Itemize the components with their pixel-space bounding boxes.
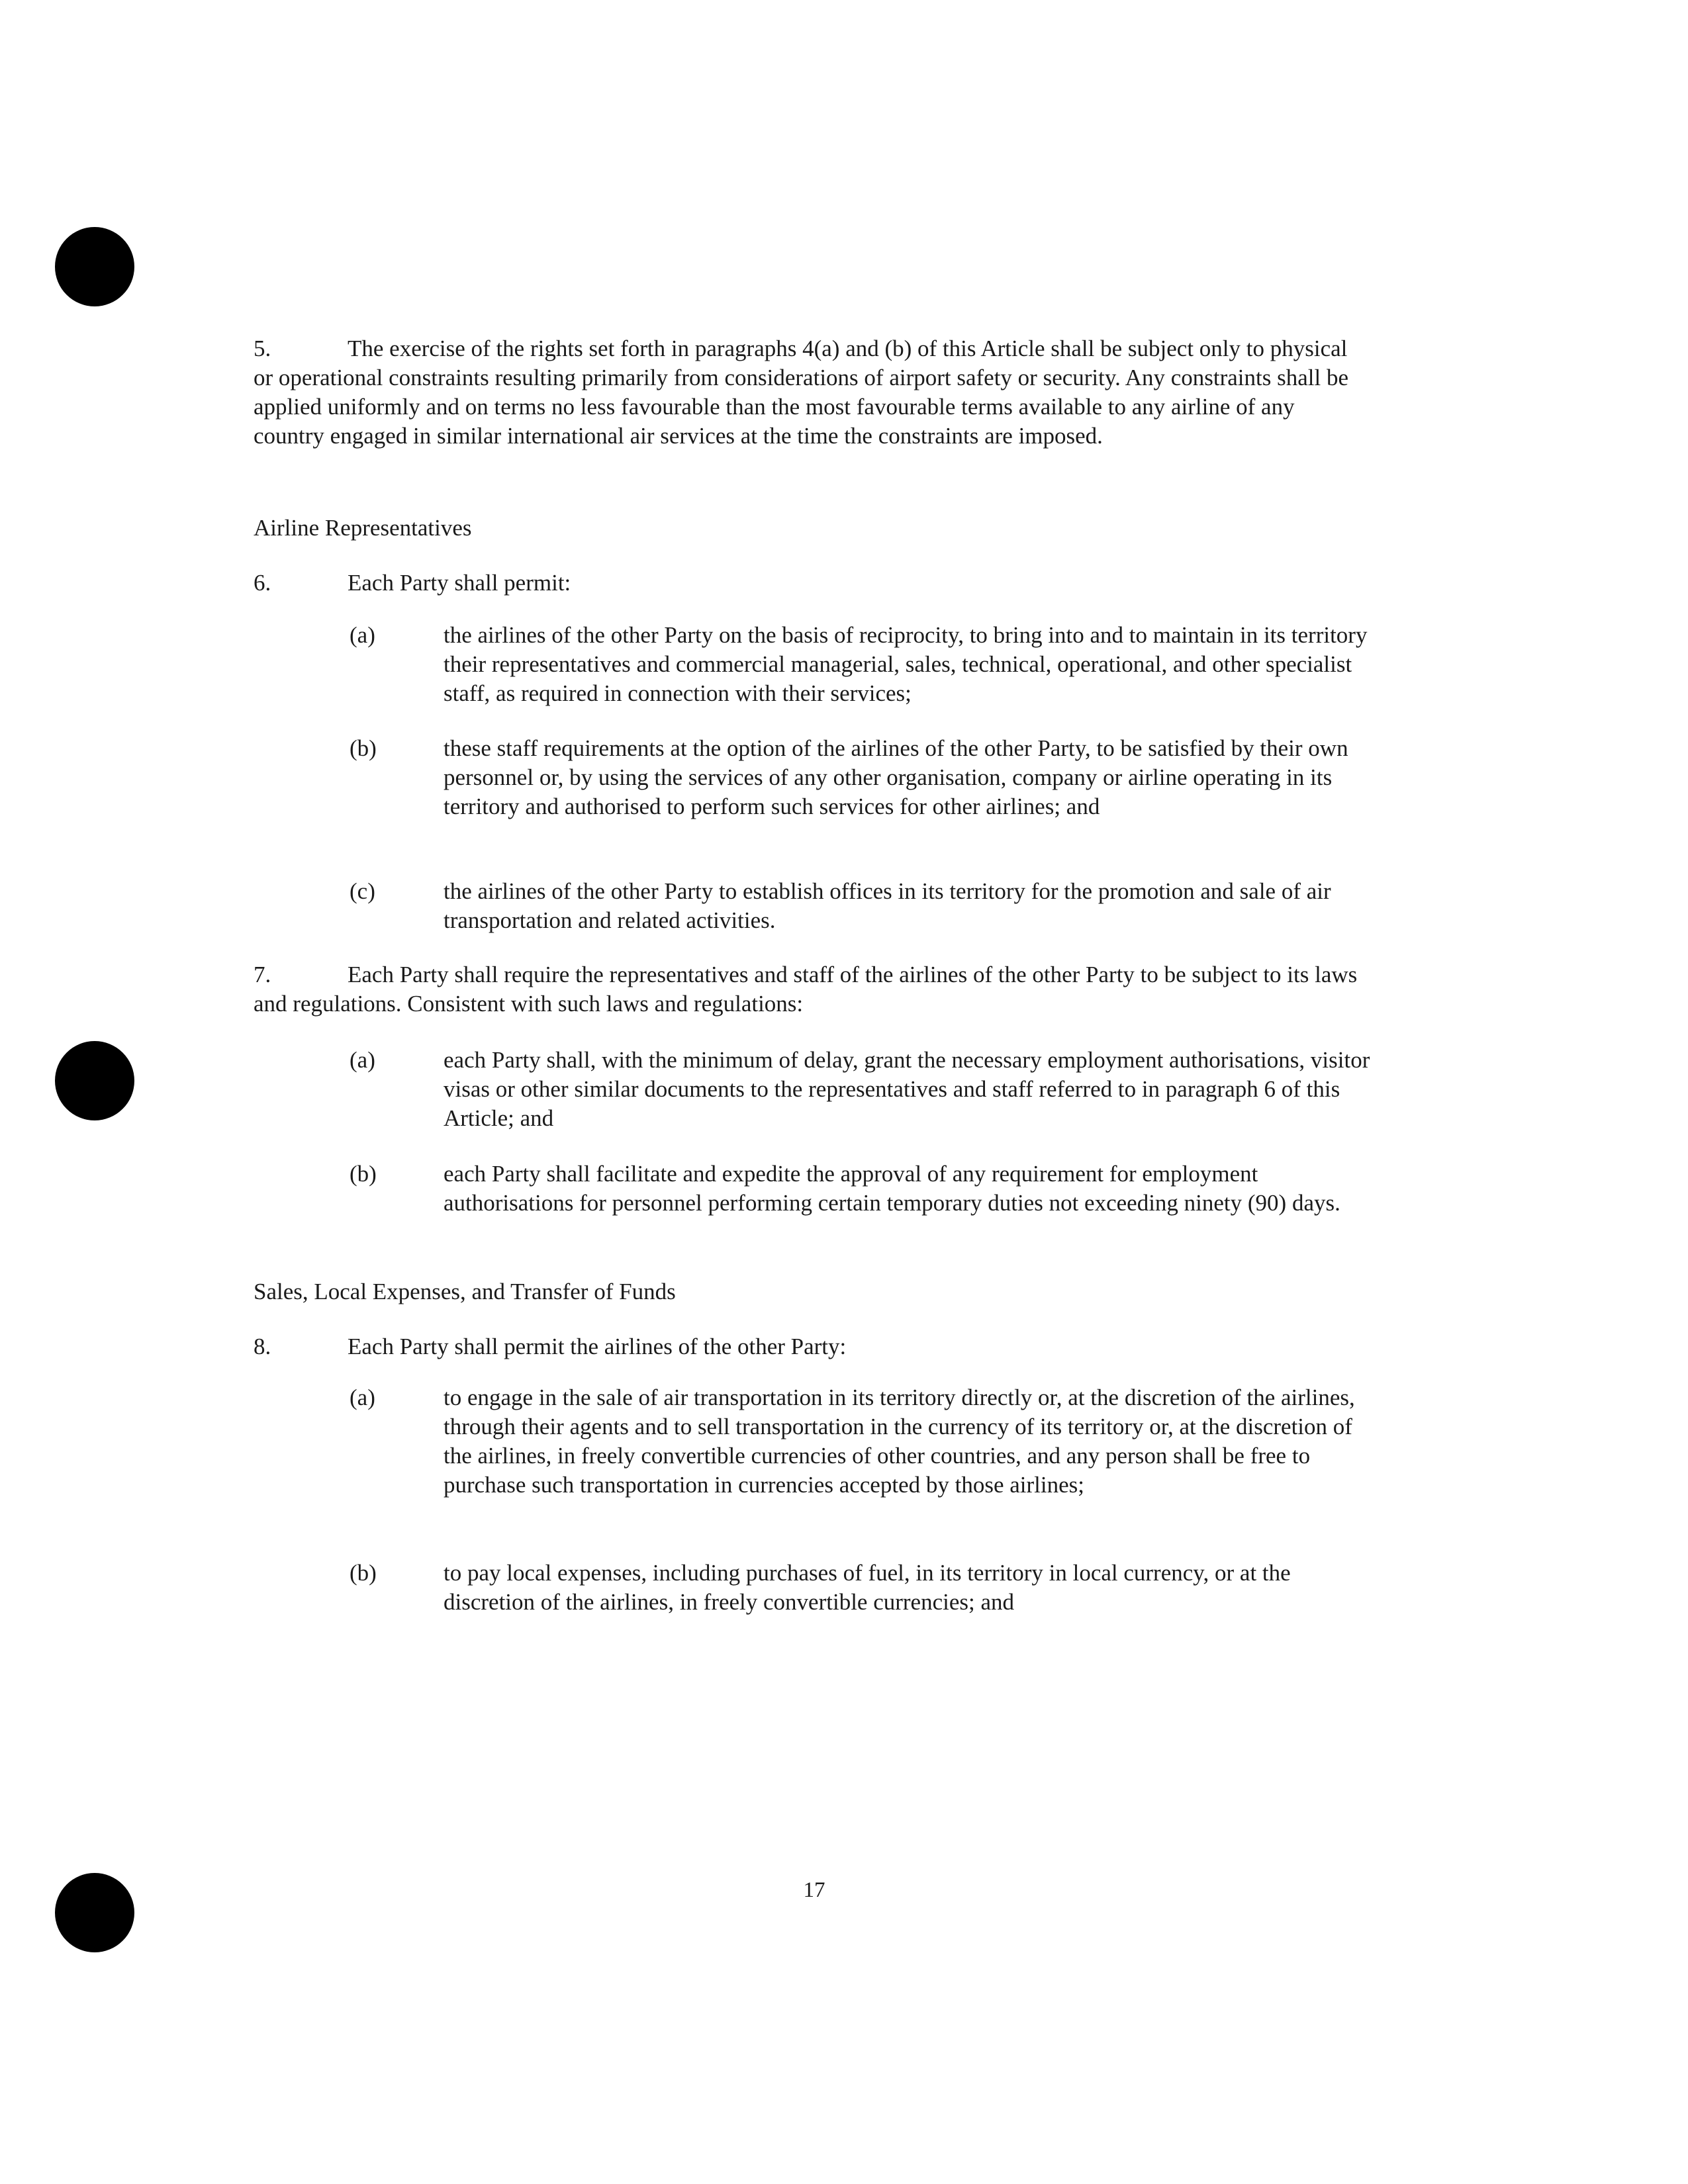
paragraph-7 xyxy=(254,960,1366,1019)
paragraph-text: Each Party shall require the representatives and staff of the airlines of the other Party to be subject to its laws and regulations. Consistent with such laws and regulations: xyxy=(254,962,1358,1017)
list-item-6a xyxy=(350,621,1369,708)
paragraph-number: 5. xyxy=(254,336,271,361)
list-item-text: to engage in the sale of air transportation in its territory directly or, at the discretion of the airlines, through their agents and to sell transportation in the currency of its territory or, at the discretion of the airlines, in freely convertible currencies of other countries, and any person shall be free to purchase such transportation in currencies accepted by those airlines; xyxy=(444,1385,1355,1498)
list-item-label: (a) xyxy=(350,622,375,648)
list-item-text: each Party shall, with the minimum of delay, grant the necessary employment authorisations, visitor visas or other similar documents to the representatives and staff referred to in paragraph 6 of this Article; and xyxy=(444,1047,1370,1131)
page-number: 17 xyxy=(803,1878,825,1902)
paragraph-8 xyxy=(254,1332,1366,1361)
paragraph-text: Each Party shall permit: xyxy=(348,570,571,596)
paragraph-number: 6. xyxy=(254,570,271,596)
list-item-8a xyxy=(350,1383,1369,1529)
paragraph-5 xyxy=(254,334,1366,451)
list-item-7b xyxy=(350,1160,1369,1247)
paragraph-number: 7. xyxy=(254,962,271,987)
list-item-8b xyxy=(350,1559,1369,1617)
list-item-text: the airlines of the other Party to establish offices in its territory for the promotion and sale of air transportation and related activities. xyxy=(444,878,1331,933)
paragraph-6 xyxy=(254,569,1366,598)
list-item-label: (c) xyxy=(350,878,375,904)
list-item-label: (a) xyxy=(350,1385,375,1410)
list-item-text: the airlines of the other Party on the basis of reciprocity, to bring into and to maintain in its territory their representatives and commercial managerial, sales, technical, operational, and other specialist staff, as required in connection with their services; xyxy=(444,622,1368,706)
list-item-label: (b) xyxy=(350,1560,377,1586)
list-item-6c xyxy=(350,877,1369,935)
list-item-6b xyxy=(350,734,1369,850)
section-heading-airline-representatives: Airline Representatives xyxy=(254,515,472,541)
list-item-text: to pay local expenses, including purchases of fuel, in its territory in local currency, or at the discretion of the airlines, in freely convertible currencies; and xyxy=(444,1560,1291,1615)
paragraph-number: 8. xyxy=(254,1334,271,1359)
list-item-7a xyxy=(350,1046,1369,1133)
list-item-text: each Party shall facilitate and expedite the approval of any requirement for employment authorisations for personnel performing certain temporary duties not exceeding ninety (90) days. xyxy=(444,1161,1340,1216)
paragraph-text: Each Party shall permit the airlines of the other Party: xyxy=(348,1334,847,1359)
list-item-label: (b) xyxy=(350,735,377,761)
list-item-label: (a) xyxy=(350,1047,375,1073)
list-item-label: (b) xyxy=(350,1161,377,1187)
paragraph-text: The exercise of the rights set forth in paragraphs 4(a) and (b) of this Article shall be subject only to physical or operational constraints resulting primarily from considerations of airport safety or security. Any constraints shall be applied uniformly and on terms no less favourable than the most favourable terms available to any airline of any country engaged in similar international air services at the time the constraints are imposed. xyxy=(254,336,1348,449)
list-item-text: these staff requirements at the option of the airlines of the other Party, to be satisfied by their own personnel or, by using the services of any other organisation, company or airline operating in its territory and authorised to perform such services for other airlines; and xyxy=(444,735,1348,819)
section-heading-sales-local-expenses: Sales, Local Expenses, and Transfer of Funds xyxy=(254,1279,676,1304)
